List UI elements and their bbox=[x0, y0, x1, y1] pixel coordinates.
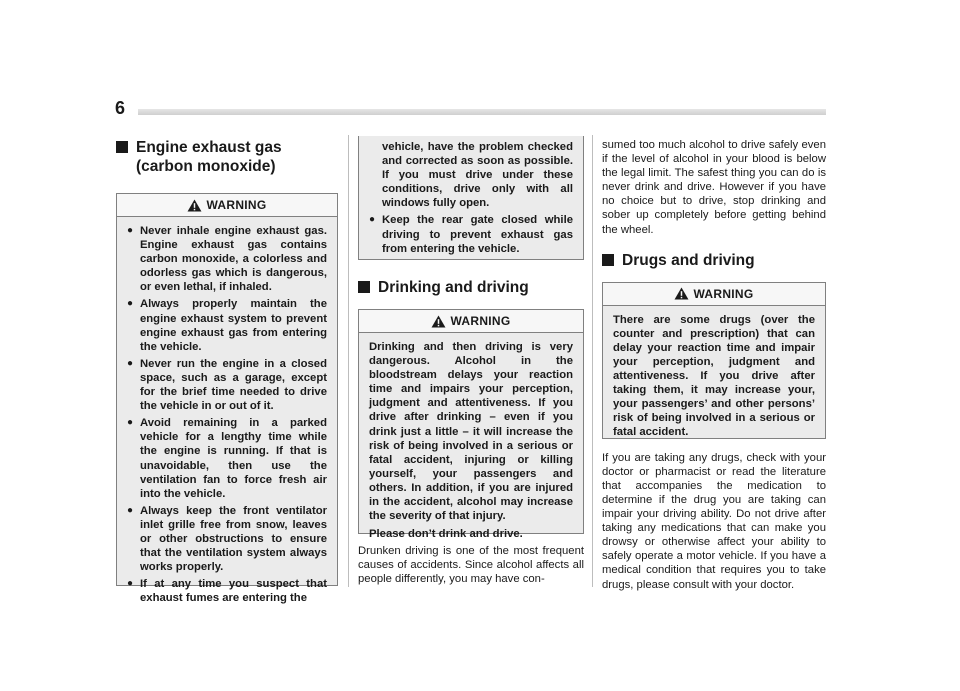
column-3 bbox=[602, 138, 826, 592]
column-2 bbox=[358, 138, 584, 586]
warning-triangle-icon bbox=[187, 199, 202, 212]
warning-header bbox=[359, 310, 583, 333]
header-rule bbox=[138, 109, 826, 115]
warning-box-drinking bbox=[358, 309, 584, 541]
page-number: 6 bbox=[115, 98, 126, 118]
list-item: ● Never run the engine in a closed space, such as a garage, except for the brief time needed to drive the vehicle in or out of it. bbox=[127, 357, 327, 413]
column-1 bbox=[116, 138, 338, 605]
warning-title: WARNING bbox=[450, 314, 511, 328]
column-divider-2 bbox=[592, 135, 593, 587]
body-paragraph: Drunken driving is one of the most frequent causes of accidents. Since alcohol affects all people differently, you may have con- bbox=[358, 545, 584, 586]
section-square-icon bbox=[602, 254, 614, 266]
warning-text: Drinking and then driving is very dangerous. Alcohol in the bloodstream delays your reaction time and impairs your perception, judgment and attentiveness. If you drive after drinking – even if you drink just a little – it will increase the risk of being involved in a serious or fatal accident, injuring or killing yourself, your passengers and others. In addition, if you are injured in the accident, alcohol may increase the severity of that injury. bbox=[369, 341, 573, 523]
warning-title: WARNING bbox=[206, 198, 267, 212]
list-item: ● If at any time you suspect that exhaust fumes are entering the bbox=[127, 578, 327, 605]
warning-title: WARNING bbox=[693, 286, 754, 301]
warning-box-drugs bbox=[602, 282, 826, 439]
body-paragraph: If you are taking any drugs, check with your doctor or pharmacist or read the literature that accompanies the medication to determine if the drug you are taking can impair your driving ability. Do not drive after taking any medications that can make you drowsy or otherwise affect your ability to safely operate a motor vehicle. If you have a medical condition that requires you to take drugs, please consult with your doctor. bbox=[602, 451, 826, 591]
list-item: ● Keep the rear gate closed while driving to prevent exhaust gas from entering the vehicle. bbox=[369, 214, 573, 255]
warning-text: There are some drugs (over the counter and prescription) that can delay your reaction time and impair your perception, judgment and attentiveness. If you drive after taking them, it may increase your, your passengers’ and other persons’ risk of being involved in a serious or fatal accident. bbox=[613, 313, 815, 439]
body-paragraph: sumed too much alcohol to drive safely even if the level of alcohol in your blood is below the legal limit. The safest thing you can do is never drink and drive. However if you have no choice but to drive, stop drinking and sober up completely before getting behind the wheel. bbox=[602, 139, 826, 236]
warning-triangle-icon bbox=[674, 287, 689, 300]
warning-list bbox=[127, 224, 327, 605]
warning-box-continued bbox=[358, 136, 584, 260]
list-item: ● Avoid remaining in a parked vehicle for a lengthy time while the engine is running. If that is unavoidable, then use the ventilation fan to force fresh air into the vehicle. bbox=[127, 417, 327, 500]
column-divider-1 bbox=[348, 135, 349, 587]
warning-box-exhaust bbox=[116, 193, 338, 605]
section-square-icon bbox=[116, 141, 128, 153]
list-item-continued: vehicle, have the problem checked and corrected as soon as possible. If you must drive under these conditions, drive only with all windows fully open. bbox=[382, 141, 573, 210]
warning-triangle-icon bbox=[431, 315, 446, 328]
section-heading-drinking: Drinking and driving bbox=[358, 278, 584, 297]
list-item: ● Never inhale engine exhaust gas. Engine exhaust gas contains carbon monoxide, a colorless and odorless gas which is dangerous, or even lethal, if inhaled. bbox=[127, 225, 327, 294]
list-item: ● Always keep the front ventilator inlet grille free from snow, leaves or other obstructions to ensure that the ventilation system always works properly. bbox=[127, 504, 327, 574]
warning-list bbox=[369, 140, 573, 256]
section-square-icon bbox=[358, 281, 370, 293]
warning-text-closing: Please don’t drink and drive. bbox=[369, 528, 523, 541]
section-heading-drugs: Drugs and driving bbox=[602, 251, 826, 270]
warning-header bbox=[117, 194, 337, 217]
section-heading-exhaust: Engine exhaust gas (carbon monoxide) bbox=[116, 138, 338, 176]
list-item: ● Always properly maintain the engine exhaust system to prevent engine exhaust gas from entering the vehicle. bbox=[127, 298, 327, 353]
warning-header bbox=[603, 283, 825, 306]
